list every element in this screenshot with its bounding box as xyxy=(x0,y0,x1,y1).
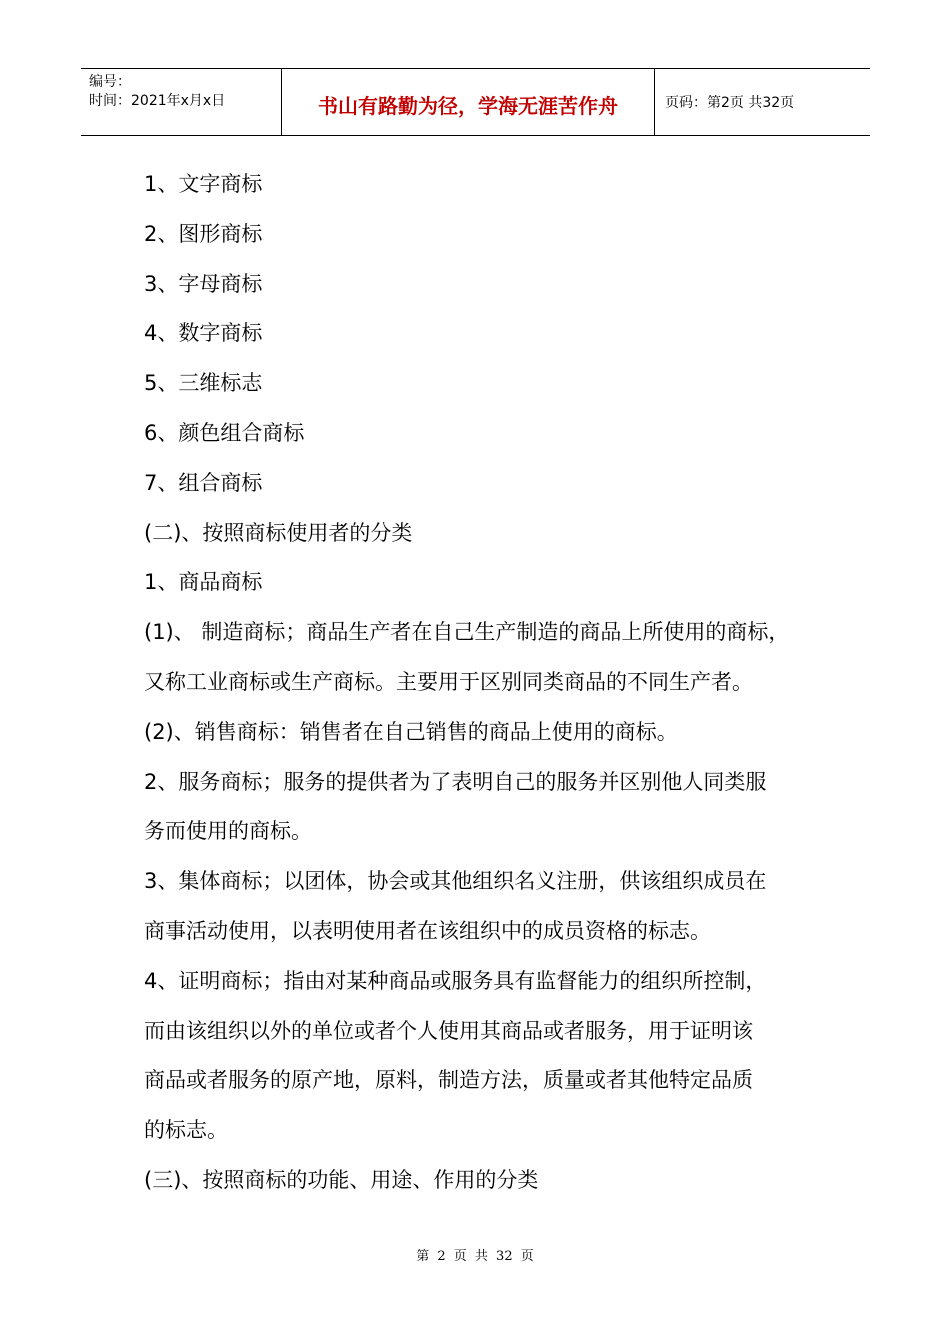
body-line: 4、数字商标 xyxy=(144,321,263,346)
section-heading: (二)、按照商标使用者的分类 xyxy=(144,520,413,545)
body-line: 的标志。 xyxy=(144,1118,228,1143)
section-heading: (三)、按照商标的功能、用途、作用的分类 xyxy=(144,1167,539,1192)
body-line: 5、三维标志 xyxy=(144,371,263,396)
body-line: 4、证明商标；指由对某种商品或服务具有监督能力的组织所控制， xyxy=(144,968,767,993)
page-header xyxy=(81,68,870,136)
document-number-label: 编号： xyxy=(89,74,131,90)
body-line: (2)、销售商标：销售者在自己销售的商品上使用的商标。 xyxy=(144,719,678,744)
header-motto: 书山有路勤为径，学海无涯苦作舟 xyxy=(282,69,655,135)
body-line: 2、图形商标 xyxy=(144,221,263,246)
document-time-label: 时间：2021年x月x日 xyxy=(89,93,226,109)
body-line: 2、服务商标；服务的提供者为了表明自己的服务并区别他人同类服 xyxy=(144,769,767,794)
document-body xyxy=(144,160,824,1206)
body-line: 3、集体商标；以团体，协会或其他组织名义注册，供该组织成员在 xyxy=(144,869,767,894)
body-line: 而由该组织以外的单位或者个人使用其商品或者服务，用于证明该 xyxy=(144,1018,753,1043)
body-line: 1、文字商标 xyxy=(144,172,263,196)
body-line: (1)、 制造商标；商品生产者在自己生产制造的商品上所使用的商标， xyxy=(144,620,790,645)
body-line: 6、颜色组合商标 xyxy=(144,420,305,445)
body-line: 1、商品商标 xyxy=(144,570,263,595)
body-line: 商品或者服务的原产地，原料，制造方法，质量或者其他特定品质 xyxy=(144,1068,753,1093)
page-footer: 第 2 页 共 32 页 xyxy=(416,1249,534,1264)
body-line: 务而使用的商标。 xyxy=(144,819,312,844)
body-line: 3、字母商标 xyxy=(144,271,263,296)
body-line: 又称工业商标或生产商标。主要用于区别同类商品的不同生产者。 xyxy=(144,669,753,694)
body-line: 商事活动使用，以表明使用者在该组织中的成员资格的标志。 xyxy=(144,918,711,943)
body-line: 7、组合商标 xyxy=(144,470,263,495)
header-page-info: 页码：第2页 共32页 xyxy=(665,95,795,111)
header-meta xyxy=(81,69,282,135)
